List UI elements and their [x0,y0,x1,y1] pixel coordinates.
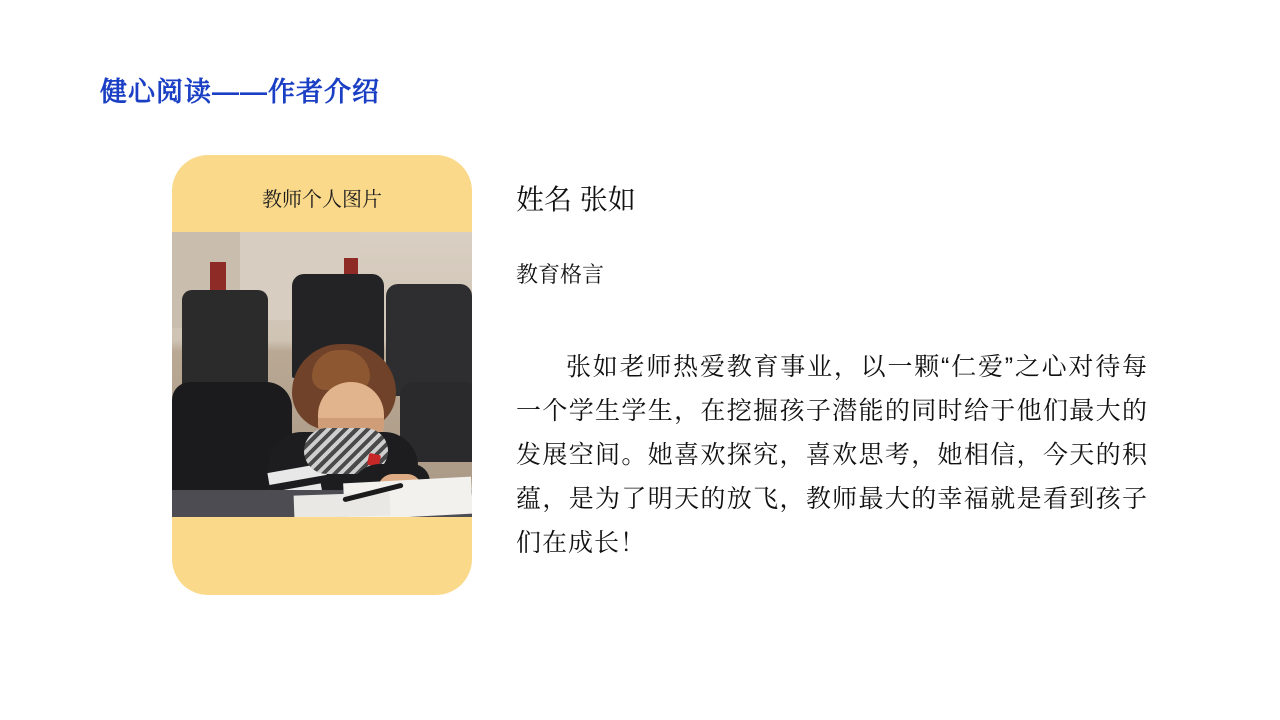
photo-caption: 教师个人图片 [262,189,382,211]
teacher-photo-card [172,155,472,595]
motto-label: 教育格言 [516,262,605,287]
photo-chair-back-right [386,284,472,396]
teacher-name: 姓名 张如 [516,184,636,215]
photo-chair-back-left [182,290,268,386]
photo-papers-secondary [294,492,391,517]
teacher-photo [172,232,472,517]
teacher-bio: 张如老师热爱教育事业，以一颗“仁爱”之心对待每一个学生学生，在挖掘孩子潜能的同时给于他们最大的发展空间。她喜欢探究，喜欢思考，她相信，今天的积蕴，是为了明天的放飞，教师最大的幸福就是看到孩子们在成长！ [516,353,1148,557]
page-title: 健心阅读——作者介绍 [100,77,380,107]
